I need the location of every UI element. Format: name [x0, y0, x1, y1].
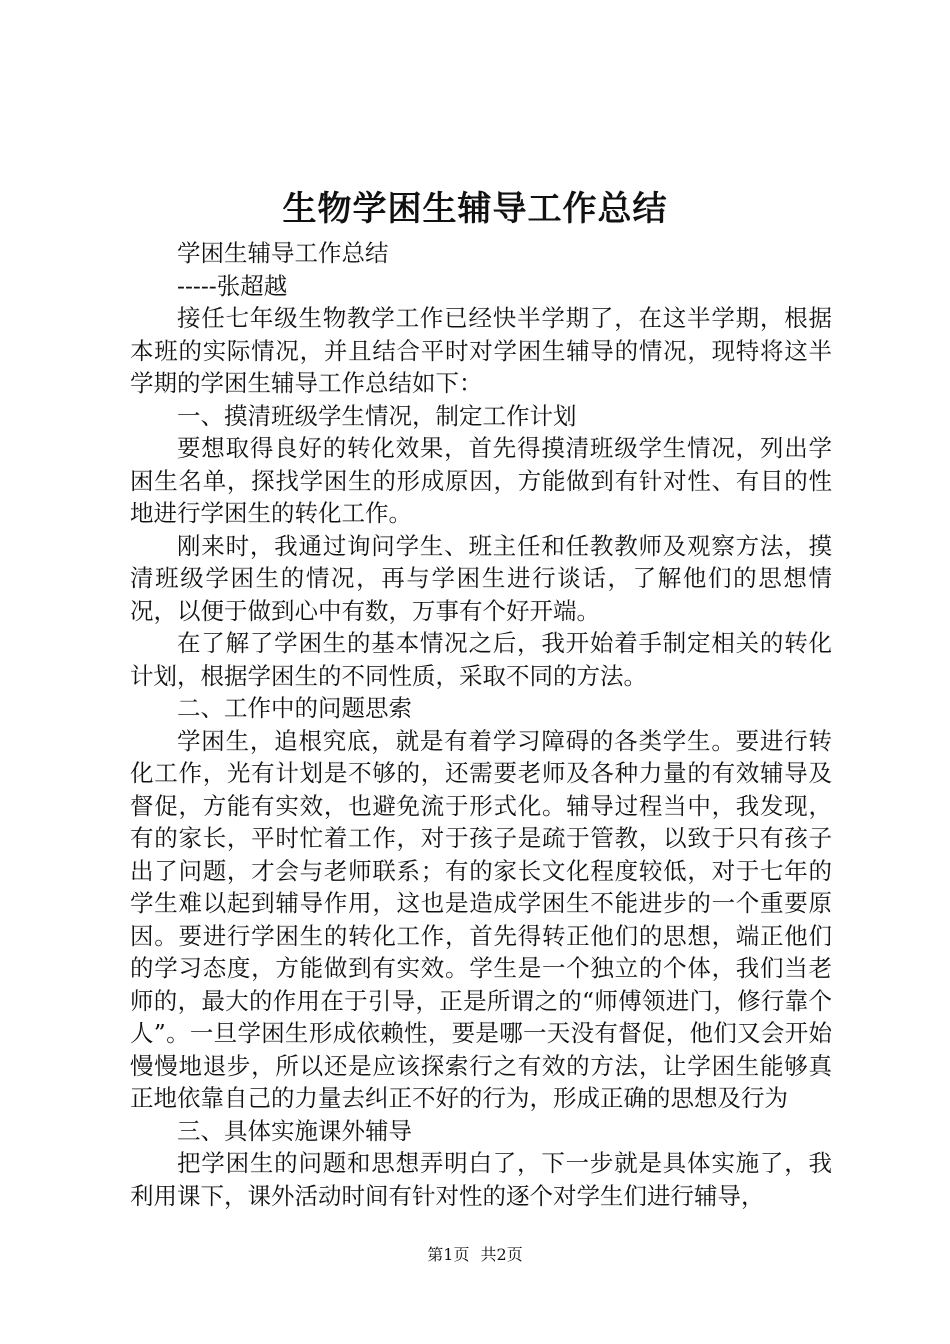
paragraph-author: -----张超越 — [177, 271, 288, 300]
section-heading-3: 三、具体实施课外辅导 — [177, 1116, 412, 1145]
document-body — [130, 237, 832, 1212]
paragraph: 学困生，追根究底，就是有着学习障碍的各类学生。要进行转化工作，光有计划是不够的，还需要老师及各种力量的有效辅导及督促，方能有实效，也避免流于形式化。辅导过程当中，我发现，有的家长，平时忙着工作，对于孩子是疏于管教，以致于只有孩子出了问题，才会与老师联系；有的家长文化程度较低，对于七年的学生难以起到辅导作用，这也是造成学困生不能进步的一个重要原因。要进行学困生的转化工作，首先得转正他们的思想，端正他们的学习态度，方能做到有实效。学生是一个独立的个体，我们当老师的，最大的作用在于引导，正是所谓之的“师傅领进门，修行靠个人”。一旦学困生形成依赖性，要是哪一天没有督促，他们又会开始慢慢地退步，所以还是应该探索行之有效的方法，让学困生能够真正地依靠自己的力量去纠正不好的行为，形成正确的思想及行为 — [130, 726, 832, 1112]
section-heading-1: 一、摸清班级学生情况，制定工作计划 — [177, 401, 577, 430]
paragraph: 把学困生的问题和思想弄明白了，下一步就是具体实施了，我利用课下，课外活动时间有针对性的逐个对学生们进行辅导， — [130, 1149, 832, 1210]
page-total: 共2页 — [480, 1245, 523, 1264]
document-title: 生物学困生辅导工作总结 — [282, 189, 668, 229]
section-heading-2: 二、工作中的问题思索 — [177, 694, 412, 722]
page-number: 第1页 — [427, 1245, 470, 1264]
paragraph-intro: 接任七年级生物教学工作已经快半学期了，在这半学期，根据本班的实际情况，并且结合平时对学困生辅导的情况，现特将这半学期的学困生辅导工作总结如下： — [130, 304, 832, 397]
paragraph: 刚来时，我通过询问学生、班主任和任教教师及观察方法，摸清班级学困生的情况，再与学困生进行谈话，了解他们的思想情况，以便于做到心中有数，万事有个好开端。 — [130, 531, 832, 625]
paragraph-subtitle: 学困生辅导工作总结 — [177, 239, 389, 267]
paragraph: 要想取得良好的转化效果，首先得摸清班级学生情况，列出学困生名单，探找学困生的形成原因，方能做到有针对性、有目的性地进行学困生的转化工作。 — [130, 434, 832, 527]
paragraph: 在了解了学困生的基本情况之后，我开始着手制定相关的转化计划，根据学困生的不同性质，采取不同的方法。 — [130, 629, 832, 690]
page-footer — [0, 1244, 950, 1266]
